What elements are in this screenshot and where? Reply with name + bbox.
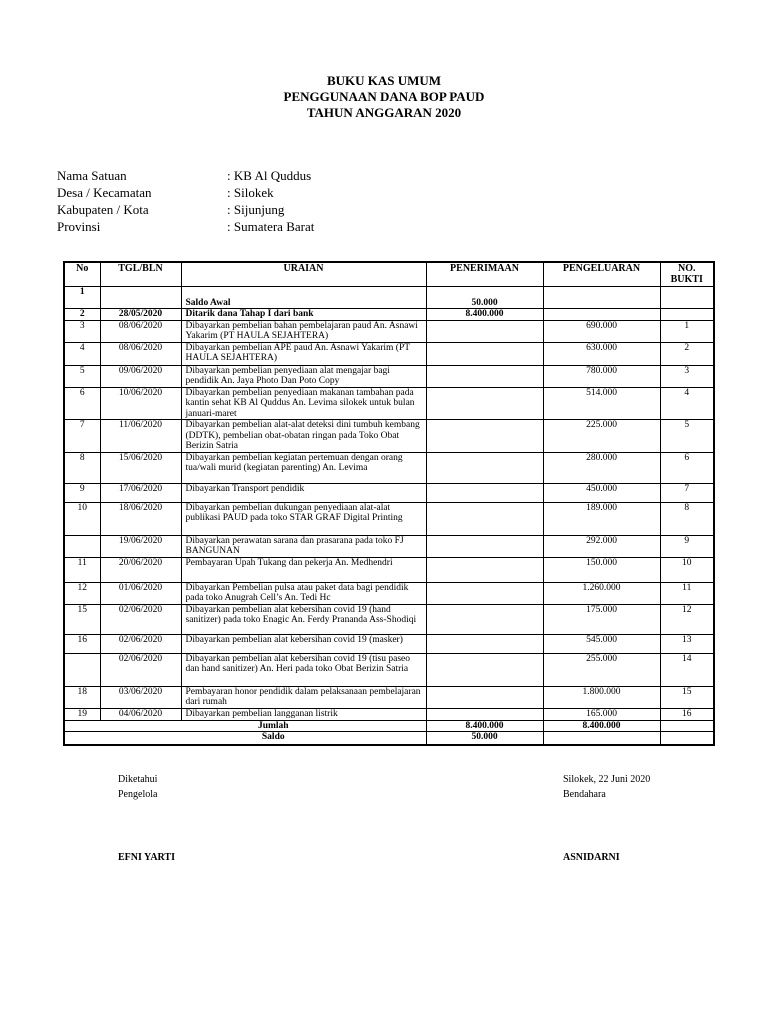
row-date: 01/06/2020 bbox=[100, 582, 181, 604]
table-row bbox=[64, 483, 714, 502]
balance-proof-cell bbox=[660, 732, 714, 745]
column-header-income: PENERIMAAN bbox=[426, 262, 543, 287]
row-date bbox=[100, 287, 181, 309]
signature-left-line2: Pengelola bbox=[118, 789, 158, 800]
balance-value: 50.000 bbox=[426, 732, 543, 745]
table-header-row bbox=[64, 262, 714, 287]
row-income bbox=[426, 365, 543, 387]
table-row bbox=[64, 342, 714, 365]
row-date: 11/06/2020 bbox=[100, 420, 181, 453]
row-date: 10/06/2020 bbox=[100, 387, 181, 420]
row-no: 5 bbox=[64, 365, 100, 387]
row-proof-no: 7 bbox=[660, 483, 714, 502]
total-row bbox=[64, 720, 714, 732]
row-no bbox=[64, 535, 100, 557]
row-proof-no: 16 bbox=[660, 708, 714, 720]
signature-right-name: ASNIDARNI bbox=[563, 852, 620, 863]
info-label: Nama Satuan bbox=[57, 168, 127, 183]
row-no: 12 bbox=[64, 582, 100, 604]
row-no: 7 bbox=[64, 420, 100, 453]
document-year: TAHUN ANGGARAN 2020 bbox=[306, 105, 462, 120]
row-income bbox=[426, 557, 543, 582]
row-description: Dibayarkan Transport pendidik bbox=[181, 483, 426, 502]
row-proof-no bbox=[660, 309, 714, 321]
row-description: Pembayaran Upah Tukang dan pekerja An. Medhendri bbox=[181, 557, 426, 582]
row-no: 4 bbox=[64, 342, 100, 365]
row-income bbox=[426, 502, 543, 535]
row-income bbox=[426, 452, 543, 483]
row-expense: 1.260.000 bbox=[543, 582, 660, 604]
total-income: 8.400.000 bbox=[426, 720, 543, 732]
row-income: 8.400.000 bbox=[426, 309, 543, 321]
row-expense: 255.000 bbox=[543, 653, 660, 686]
row-no: 11 bbox=[64, 557, 100, 582]
table-row bbox=[64, 502, 714, 535]
row-date: 04/06/2020 bbox=[100, 708, 181, 720]
row-date: 18/06/2020 bbox=[100, 502, 181, 535]
row-description: Dibayarkan pembelian APE paud An. Asnawi Yakarim (PT HAULA SEJAHTERA) bbox=[181, 342, 426, 365]
row-proof-no: 10 bbox=[660, 557, 714, 582]
row-date: 19/06/2020 bbox=[100, 535, 181, 557]
row-income bbox=[426, 604, 543, 634]
column-header-date: TGL/BLN bbox=[100, 262, 181, 287]
row-description: Dibayarkan pembelian bahan pembelajaran paud An. Asnawi Yakarim (PT HAULA SEJAHTERA) bbox=[181, 320, 426, 342]
signature-right-line1: Silokek, 22 Juni 2020 bbox=[563, 774, 651, 785]
row-date: 08/06/2020 bbox=[100, 342, 181, 365]
row-proof-no: 3 bbox=[660, 365, 714, 387]
row-expense: 225.000 bbox=[543, 420, 660, 453]
row-income bbox=[426, 582, 543, 604]
row-no: 2 bbox=[64, 309, 100, 321]
row-description: Dibayarkan pembelian alat kebersihan covid 19 (hand sanitizer) pada toko Enagic An. Ferdy Prananda Ass-Shodiqi bbox=[181, 604, 426, 634]
row-no: 8 bbox=[64, 452, 100, 483]
row-proof-no: 9 bbox=[660, 535, 714, 557]
row-income bbox=[426, 535, 543, 557]
row-description: Dibayarkan pembelian langganan listrik bbox=[181, 708, 426, 720]
table-row bbox=[64, 420, 714, 453]
row-description: Dibayarkan pembelian kegiatan pertemuan dengan orang tua/wali murid (kegiatan parenting) An. Levima bbox=[181, 452, 426, 483]
row-date: 08/06/2020 bbox=[100, 320, 181, 342]
row-proof-no: 14 bbox=[660, 653, 714, 686]
row-description: Ditarik dana Tahap I dari bank bbox=[181, 309, 426, 321]
row-income bbox=[426, 708, 543, 720]
column-header-description: URAIAN bbox=[181, 262, 426, 287]
info-label: Desa / Kecamatan bbox=[57, 185, 152, 200]
table-row bbox=[64, 582, 714, 604]
row-expense: 780.000 bbox=[543, 365, 660, 387]
row-description: Dibayarkan pembelian alat-alat deteksi dini tumbuh kembang (DDTK), pembelian obat-obatan ringan pada Toko Obat Berizin Satria bbox=[181, 420, 426, 453]
row-description: Dibayarkan pembelian alat kebersihan covid 19 (tisu paseo dan hand sanitizer) An. Heri pada toko Obat Berizin Satria bbox=[181, 653, 426, 686]
row-date: 15/06/2020 bbox=[100, 452, 181, 483]
row-no: 9 bbox=[64, 483, 100, 502]
table-row bbox=[64, 309, 714, 321]
signature-right-line2: Bendahara bbox=[563, 789, 606, 800]
row-income bbox=[426, 420, 543, 453]
row-income bbox=[426, 634, 543, 653]
balance-row bbox=[64, 732, 714, 745]
info-label: Provinsi bbox=[57, 219, 101, 234]
row-income bbox=[426, 686, 543, 708]
row-proof-no: 13 bbox=[660, 634, 714, 653]
row-expense: 150.000 bbox=[543, 557, 660, 582]
table-body bbox=[64, 287, 714, 721]
row-expense: 545.000 bbox=[543, 634, 660, 653]
table-row bbox=[64, 387, 714, 420]
total-label: Jumlah bbox=[64, 720, 426, 732]
info-value: : KB Al Quddus bbox=[227, 168, 312, 183]
row-proof-no: 15 bbox=[660, 686, 714, 708]
row-expense: 292.000 bbox=[543, 535, 660, 557]
row-description: Dibayarkan pembelian dukungan penyediaan alat-alat publikasi PAUD pada toko STAR GRAF Digital Printing bbox=[181, 502, 426, 535]
row-description: Dibayarkan perawatan sarana dan prasarana pada toko FJ BANGUNAN bbox=[181, 535, 426, 557]
row-no: 16 bbox=[64, 634, 100, 653]
row-proof-no: 2 bbox=[660, 342, 714, 365]
row-income bbox=[426, 483, 543, 502]
row-income: 50.000 bbox=[426, 287, 543, 309]
row-description: Dibayarkan pembelian alat kebersihan covid 19 (masker) bbox=[181, 634, 426, 653]
row-date: 28/05/2020 bbox=[100, 309, 181, 321]
row-no: 3 bbox=[64, 320, 100, 342]
row-expense: 630.000 bbox=[543, 342, 660, 365]
row-date: 02/06/2020 bbox=[100, 634, 181, 653]
row-description: Dibayarkan pembelian penyediaan alat mengajar bagi pendidik An. Jaya Photo Dan Poto Copy bbox=[181, 365, 426, 387]
row-no: 18 bbox=[64, 686, 100, 708]
row-expense: 450.000 bbox=[543, 483, 660, 502]
info-label: Kabupaten / Kota bbox=[57, 202, 149, 217]
column-header-no: No bbox=[64, 262, 100, 287]
row-income bbox=[426, 387, 543, 420]
table-row bbox=[64, 634, 714, 653]
row-expense: 175.000 bbox=[543, 604, 660, 634]
row-income bbox=[426, 342, 543, 365]
info-value: : Sumatera Barat bbox=[227, 219, 315, 234]
row-no: 15 bbox=[64, 604, 100, 634]
row-date: 02/06/2020 bbox=[100, 653, 181, 686]
row-description: Dibayarkan Pembelian pulsa atau paket data bagi pendidik pada toko Anugrah Cell’s An. Tedi Hc bbox=[181, 582, 426, 604]
row-no: 10 bbox=[64, 502, 100, 535]
row-no bbox=[64, 653, 100, 686]
table-row bbox=[64, 686, 714, 708]
column-header-expense: PENGELUARAN bbox=[543, 262, 660, 287]
table-row bbox=[64, 653, 714, 686]
info-value: : Silokek bbox=[227, 185, 274, 200]
row-expense bbox=[543, 309, 660, 321]
row-income bbox=[426, 653, 543, 686]
row-date: 03/06/2020 bbox=[100, 686, 181, 708]
row-proof-no: 8 bbox=[660, 502, 714, 535]
signature-left-line1: Diketahui bbox=[118, 774, 158, 785]
table-row bbox=[64, 452, 714, 483]
total-expense: 8.400.000 bbox=[543, 720, 660, 732]
row-description: Saldo Awal bbox=[181, 287, 426, 309]
row-proof-no: 6 bbox=[660, 452, 714, 483]
table-row bbox=[64, 320, 714, 342]
info-value: : Sijunjung bbox=[227, 202, 285, 217]
row-date: 09/06/2020 bbox=[100, 365, 181, 387]
row-expense bbox=[543, 287, 660, 309]
row-expense: 189.000 bbox=[543, 502, 660, 535]
row-no: 6 bbox=[64, 387, 100, 420]
row-date: 20/06/2020 bbox=[100, 557, 181, 582]
table-row bbox=[64, 708, 714, 720]
row-expense: 514.000 bbox=[543, 387, 660, 420]
cash-book-table bbox=[63, 261, 715, 746]
balance-label: Saldo bbox=[64, 732, 426, 745]
row-expense: 165.000 bbox=[543, 708, 660, 720]
signature-left-name: EFNI YARTI bbox=[118, 852, 175, 863]
total-proof-cell bbox=[660, 720, 714, 732]
row-description: Dibayarkan pembelian penyediaan makanan tambahan pada kantin sehat KB Al Quddus An. Levima silokek untuk bulan januari-maret bbox=[181, 387, 426, 420]
row-income bbox=[426, 320, 543, 342]
table-row bbox=[64, 604, 714, 634]
row-expense: 280.000 bbox=[543, 452, 660, 483]
column-header-proof-no: NO. BUKTI bbox=[660, 262, 714, 287]
row-no: 1 bbox=[64, 287, 100, 309]
row-proof-no bbox=[660, 287, 714, 309]
row-expense: 690.000 bbox=[543, 320, 660, 342]
table-row bbox=[64, 365, 714, 387]
document-subtitle: PENGGUNAAN DANA BOP PAUD bbox=[283, 89, 485, 104]
row-expense: 1.800.000 bbox=[543, 686, 660, 708]
balance-expense-cell bbox=[543, 732, 660, 745]
row-proof-no: 4 bbox=[660, 387, 714, 420]
row-proof-no: 1 bbox=[660, 320, 714, 342]
row-date: 02/06/2020 bbox=[100, 604, 181, 634]
table-row bbox=[64, 287, 714, 309]
row-no: 19 bbox=[64, 708, 100, 720]
row-proof-no: 11 bbox=[660, 582, 714, 604]
table-row bbox=[64, 557, 714, 582]
table-row bbox=[64, 535, 714, 557]
row-date: 17/06/2020 bbox=[100, 483, 181, 502]
row-proof-no: 5 bbox=[660, 420, 714, 453]
row-proof-no: 12 bbox=[660, 604, 714, 634]
row-description: Pembayaran honor pendidik dalam pelaksanaan pembelajaran dari rumah bbox=[181, 686, 426, 708]
document-title: BUKU KAS UMUM bbox=[326, 73, 442, 88]
